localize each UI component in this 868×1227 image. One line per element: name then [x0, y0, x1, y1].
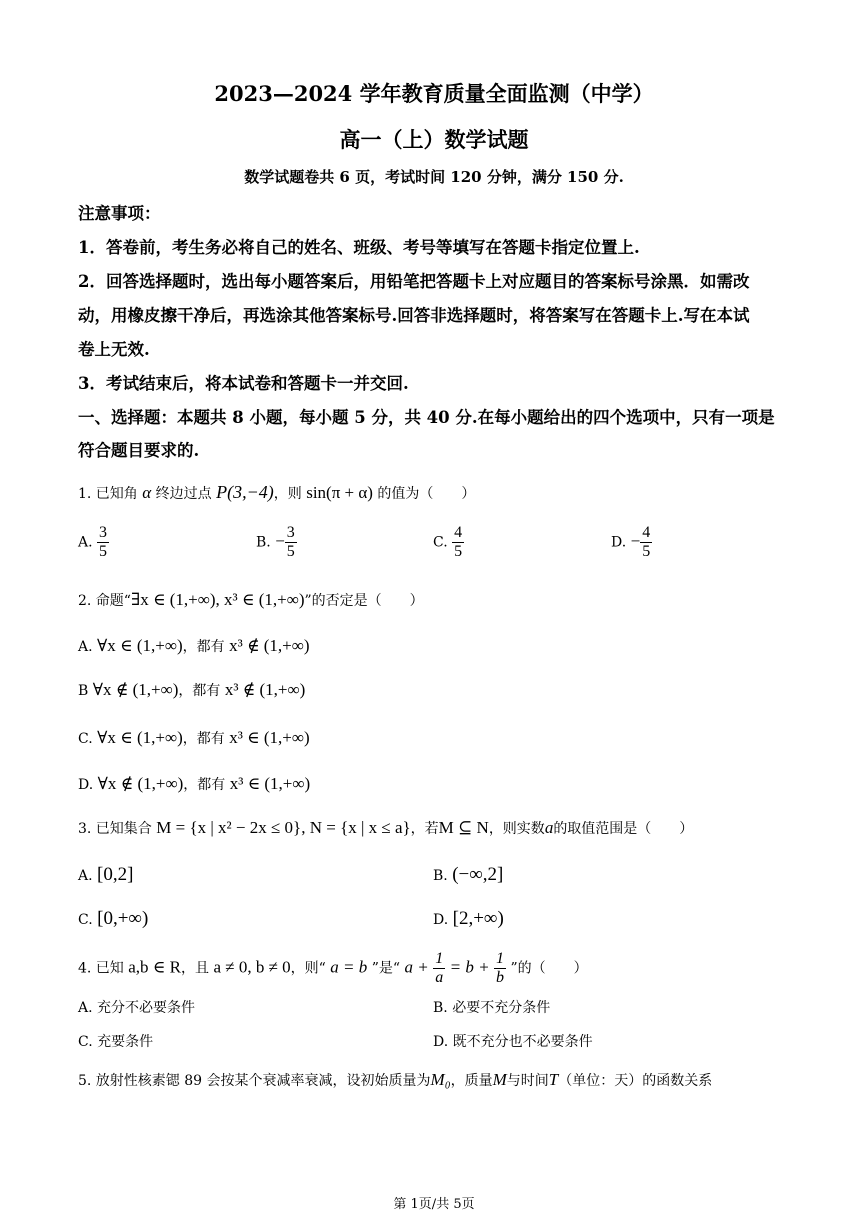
- q1-expr: sin(π + α): [306, 483, 373, 502]
- section-heading-line2: 符合题目要求的.: [78, 441, 200, 460]
- frac-num: 1: [435, 950, 444, 967]
- q2-expr: ∃x ∈ (1,+∞), x³ ∈ (1,+∞): [130, 590, 305, 609]
- q3-var: a: [544, 818, 554, 837]
- option-label: C.: [78, 912, 93, 928]
- option-expr: ∀x ∈ (1,+∞): [97, 728, 183, 747]
- q4-eq2-mid: = b +: [449, 957, 490, 977]
- option-sign: −: [275, 531, 285, 551]
- q2-suffix: ”的否定是（ ）: [304, 593, 424, 609]
- page-footer: 第 1页/共 5页: [393, 1197, 475, 1212]
- question-3-stem: [78, 818, 693, 838]
- option-expr: x³ ∉ (1,+∞): [229, 636, 310, 655]
- q5-text: （单位：天）的函数关系: [558, 1073, 713, 1089]
- option-sign: −: [630, 531, 641, 551]
- q4-eq2: a +: [404, 957, 429, 977]
- option-label: A.: [78, 1000, 93, 1016]
- option-label: C.: [78, 731, 93, 747]
- frac-den: 5: [454, 543, 463, 560]
- frac-num: 4: [642, 524, 651, 541]
- option-text: 既不充分也不必要条件: [452, 1034, 593, 1050]
- note-item-2-line3: 卷上无效.: [78, 340, 150, 359]
- option-label: A.: [78, 639, 93, 655]
- q2-option-a[interactable]: [78, 636, 310, 656]
- q5-m0: M₀: [430, 1070, 451, 1089]
- option-text: 必要不充分条件: [452, 1000, 551, 1016]
- q1-then: ，则: [273, 486, 302, 502]
- frac-den: 5: [99, 543, 108, 560]
- option-value: [2,+∞): [452, 908, 504, 929]
- frac-den: a: [435, 969, 444, 986]
- q5-text: 5. 放射性核素锶 89 会按某个衰减率衰减，设初始质量为: [78, 1073, 431, 1089]
- note-item-3: 3．考试结束后，将本试卷和答题卡一并交回.: [78, 374, 409, 393]
- option-text: ，都有: [178, 683, 221, 699]
- option-expr: x³ ∈ (1,+∞): [229, 774, 311, 793]
- q4-then: ，则“: [290, 960, 326, 977]
- note-item-2-line1: 2．回答选择题时，选出每小题答案后，用铅笔把答题卡上对应题目的答案标号涂黑．如需改: [78, 272, 750, 291]
- question-2-stem: [78, 590, 424, 610]
- q2-option-b[interactable]: [78, 680, 305, 700]
- q3-expr: M = {x | x² − 2x ≤ 0}, N = {x | x ≤ a}: [156, 818, 411, 837]
- q3-suffix: 的取值范围是（ ）: [553, 821, 694, 837]
- option-expr: ∀x ∉ (1,+∞): [97, 774, 184, 793]
- q5-m: M: [492, 1070, 507, 1089]
- q4-option-d[interactable]: [433, 1031, 593, 1051]
- option-text: ，都有: [183, 777, 226, 793]
- option-text: 充要条件: [97, 1034, 154, 1050]
- notes-heading: 注意事项：: [78, 204, 161, 223]
- exam-title: 2023—2024 学年教育质量全面监测（中学）: [214, 81, 654, 106]
- q1-text: 1. 已知角: [78, 486, 138, 502]
- q1-suffix: 的值为（ ）: [377, 486, 476, 502]
- exam-info: 数学试题卷共 6 页，考试时间 120 分钟，满分 150 分.: [244, 168, 624, 186]
- q4-option-c[interactable]: [78, 1031, 153, 1051]
- frac-den: 5: [642, 543, 651, 560]
- option-label: B: [78, 683, 89, 699]
- frac-num: 1: [496, 950, 505, 967]
- q2-text: 2. 命题“: [78, 593, 131, 609]
- option-label: B.: [433, 868, 448, 884]
- q4-cond: a ≠ 0, b ≠ 0: [213, 957, 291, 977]
- option-label: A.: [78, 534, 93, 551]
- q3-text-mid: ，若: [410, 821, 439, 837]
- note-item-2-line2: 动，用橡皮擦干净后，再选涂其他答案标号.回答非选择题时，将答案写在答题卡上.写在本试: [78, 306, 750, 325]
- option-label: D.: [611, 534, 627, 551]
- q4-text: 4. 已知: [78, 960, 124, 977]
- option-text: ，都有: [182, 639, 225, 655]
- q4-option-a[interactable]: [78, 997, 195, 1017]
- q3-text-mid2: ，则实数: [488, 821, 545, 837]
- option-expr: x³ ∈ (1,+∞): [229, 728, 310, 747]
- q3-option-b[interactable]: [433, 864, 503, 886]
- option-value: [0,+∞): [97, 908, 149, 929]
- q1-option-b[interactable]: [256, 524, 297, 561]
- question-4-stem: [78, 950, 588, 987]
- q1-option-a[interactable]: [78, 524, 109, 561]
- option-text: 充分不必要条件: [97, 1000, 196, 1016]
- q5-text: ，质量: [450, 1073, 493, 1089]
- q4-eq1: a = b: [330, 957, 368, 977]
- q2-option-d[interactable]: [78, 774, 310, 794]
- frac-den: b: [496, 969, 505, 986]
- q4-text-mid: ，且: [180, 960, 209, 977]
- note-item-1: 1．答卷前，考生务必将自己的姓名、班级、考号等填写在答题卡指定位置上.: [78, 238, 640, 257]
- q1-point: P(3,−4): [216, 482, 274, 502]
- option-value: (−∞,2]: [452, 864, 504, 885]
- option-value: [0,2]: [97, 864, 134, 885]
- q4-suffix: ”的（ ）: [510, 960, 588, 977]
- option-expr: x³ ∉ (1,+∞): [224, 680, 306, 699]
- q3-text: 3. 已知集合: [78, 821, 152, 837]
- q5-t: T: [548, 1070, 559, 1089]
- question-1-stem: [78, 482, 475, 503]
- q2-option-c[interactable]: [78, 728, 310, 748]
- option-text: ，都有: [182, 731, 225, 747]
- q3-option-a[interactable]: [78, 864, 133, 886]
- frac-den: 5: [286, 543, 295, 560]
- q4-is: ”是“: [371, 960, 401, 977]
- q4-sets: a,b ∈ R: [128, 957, 181, 977]
- q1-option-d[interactable]: [611, 524, 652, 561]
- section-heading-line1: 一、选择题：本题共 8 小题，每小题 5 分，共 40 分.在每小题给出的四个选项中，只有一项是: [78, 408, 775, 427]
- q3-cond: M ⊆ N: [438, 818, 489, 837]
- exam-subject-title: 高一（上）数学试题: [339, 127, 529, 152]
- q4-option-b[interactable]: [433, 997, 550, 1017]
- question-5-stem: [78, 1070, 712, 1090]
- option-label: D.: [433, 912, 449, 928]
- option-label: B.: [433, 1000, 448, 1016]
- q3-option-d[interactable]: [433, 908, 504, 930]
- frac-num: 4: [454, 524, 463, 541]
- q1-alpha: α: [142, 483, 152, 502]
- option-label: D.: [78, 777, 94, 793]
- frac-num: 3: [286, 524, 295, 541]
- option-expr: ∀x ∈ (1,+∞): [97, 636, 183, 655]
- q1-text-mid: 终边过点: [155, 486, 212, 502]
- option-label: D.: [433, 1034, 449, 1050]
- option-label: A.: [78, 868, 93, 884]
- q5-text: 与时间: [506, 1073, 549, 1089]
- option-label: C.: [78, 1034, 93, 1050]
- frac-num: 3: [99, 524, 108, 541]
- q1-option-c[interactable]: [433, 524, 464, 561]
- option-label: C.: [433, 534, 448, 551]
- q3-option-c[interactable]: [78, 908, 148, 930]
- option-label: B.: [256, 534, 271, 551]
- option-expr: ∀x ∉ (1,+∞): [92, 680, 179, 699]
